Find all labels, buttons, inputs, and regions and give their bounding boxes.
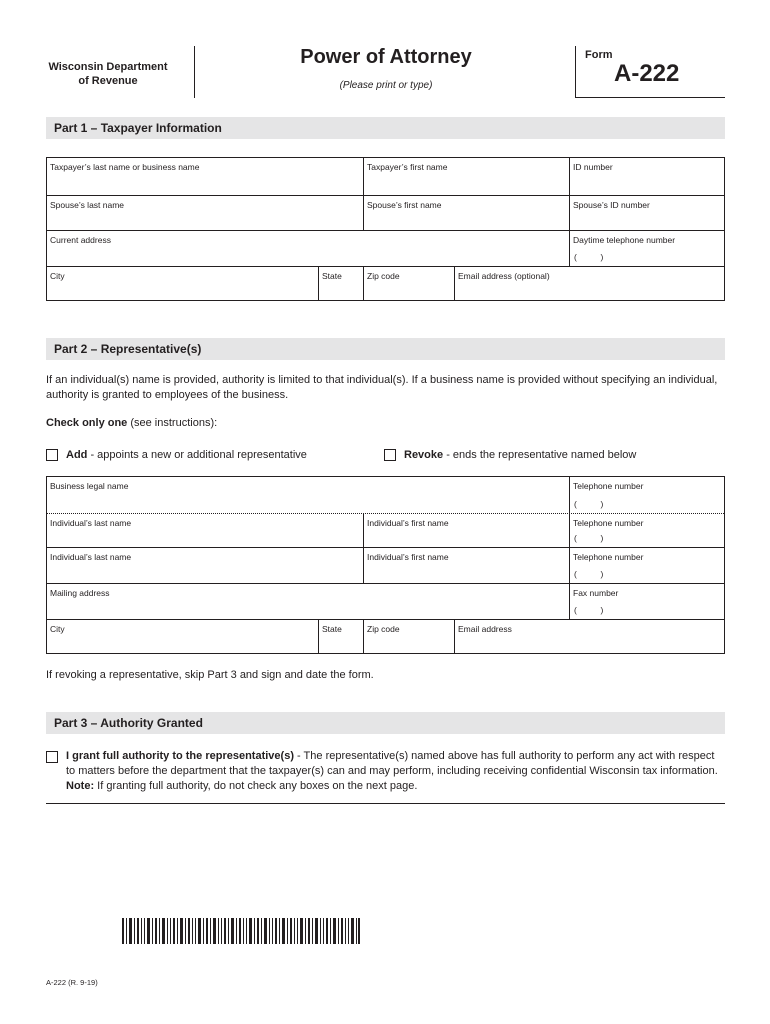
barcode-image (122, 918, 360, 944)
individual-first-name-field-2[interactable]: Individual’s first name (363, 548, 569, 583)
revoke-checkbox[interactable] (384, 449, 396, 461)
rep-city-row (47, 620, 724, 653)
taxpayer-zip-field[interactable]: Zip code (363, 267, 454, 300)
part3-rule (46, 803, 725, 804)
representative-table (46, 476, 725, 654)
header-rule (576, 97, 725, 98)
part3-heading: Part 3 – Authority Granted (46, 712, 725, 734)
taxpayer-info-table (46, 157, 725, 301)
mailing-row (47, 584, 724, 620)
taxpayer-id-field[interactable]: ID number (569, 158, 724, 195)
business-row (47, 477, 724, 514)
taxpayer-email-field[interactable]: Email address (optional) (454, 267, 724, 300)
rep-zip-field[interactable]: Zip code (363, 620, 454, 653)
form-label: Form (585, 49, 613, 61)
revoke-note: If revoking a representative, skip Part 3 and sign and date the form. (46, 669, 374, 681)
current-address-field[interactable]: Current address (50, 235, 111, 245)
full-authority-checkbox[interactable] (46, 751, 58, 763)
add-option-label: Add - appoints a new or additional representative (66, 449, 307, 461)
taxpayer-last-name-field[interactable]: Taxpayer’s last name or business name (50, 162, 200, 172)
rep-state-field[interactable]: State (318, 620, 363, 653)
spouse-id-field[interactable]: Spouse’s ID number (569, 196, 724, 230)
city-row (47, 267, 724, 300)
spouse-row (47, 196, 724, 231)
business-legal-name-field[interactable]: Business legal name (50, 481, 129, 491)
individual-row-2 (47, 548, 724, 584)
part2-heading: Part 2 – Representative(s) (46, 338, 725, 360)
spouse-last-name-field[interactable]: Spouse’s last name (50, 200, 125, 210)
spouse-first-name-field[interactable]: Spouse’s first name (363, 196, 569, 230)
rep-email-field[interactable]: Email address (454, 620, 724, 653)
form-number: A-222 (614, 60, 680, 87)
business-telephone-field[interactable]: Telephone number ( ) (569, 477, 724, 513)
taxpayer-city-field[interactable]: City (50, 271, 65, 281)
part2-intro: If an individual(s) name is provided, authority is limited to that individual(s). If a business name is provided without specifying an individual, authority is granted to employees of the business. (46, 374, 718, 401)
address-row (47, 231, 724, 267)
rep-city-field[interactable]: City (50, 624, 65, 634)
mailing-address-field[interactable]: Mailing address (50, 588, 110, 598)
individual-telephone-field-2[interactable]: Telephone number ( ) (569, 548, 724, 583)
header-divider-right (575, 46, 576, 98)
individual-row-1 (47, 514, 724, 548)
daytime-phone-field[interactable]: Daytime telephone number ( ) (569, 231, 724, 266)
part1-heading: Part 1 – Taxpayer Information (46, 117, 725, 139)
taxpayer-name-row (47, 158, 724, 196)
check-only-one: Check only one (see instructions): (46, 417, 218, 429)
add-checkbox[interactable] (46, 449, 58, 461)
full-authority-text: I grant full authority to the representative(s) - The representative(s) named above has full authority to perform any act with respect to matters before the department that the taxpayer(s) can and may perform, including receiving confidential Wisconsin tax information. Note: If granting full authority, do not check any boxes on the next page. (66, 750, 718, 792)
individual-last-name-field-2[interactable]: Individual’s last name (50, 552, 132, 562)
taxpayer-first-name-field[interactable]: Taxpayer’s first name (363, 158, 569, 195)
individual-telephone-field-1[interactable]: Telephone number ( ) (569, 514, 724, 547)
taxpayer-state-field[interactable]: State (318, 267, 363, 300)
page-subtitle: (Please print or type) (339, 80, 433, 91)
fax-number-field[interactable]: Fax number ( ) (569, 584, 724, 619)
page-title: Power of Attorney (300, 46, 472, 68)
revoke-option-label: Revoke - ends the representative named below (404, 449, 637, 461)
form-revision: A-222 (R. 9-19) (46, 978, 98, 987)
individual-last-name-field-1[interactable]: Individual’s last name (50, 518, 132, 528)
header-divider-left (194, 46, 195, 98)
department-name: Wisconsin Department of Revenue (48, 61, 168, 87)
individual-first-name-field-1[interactable]: Individual’s first name (363, 514, 569, 547)
